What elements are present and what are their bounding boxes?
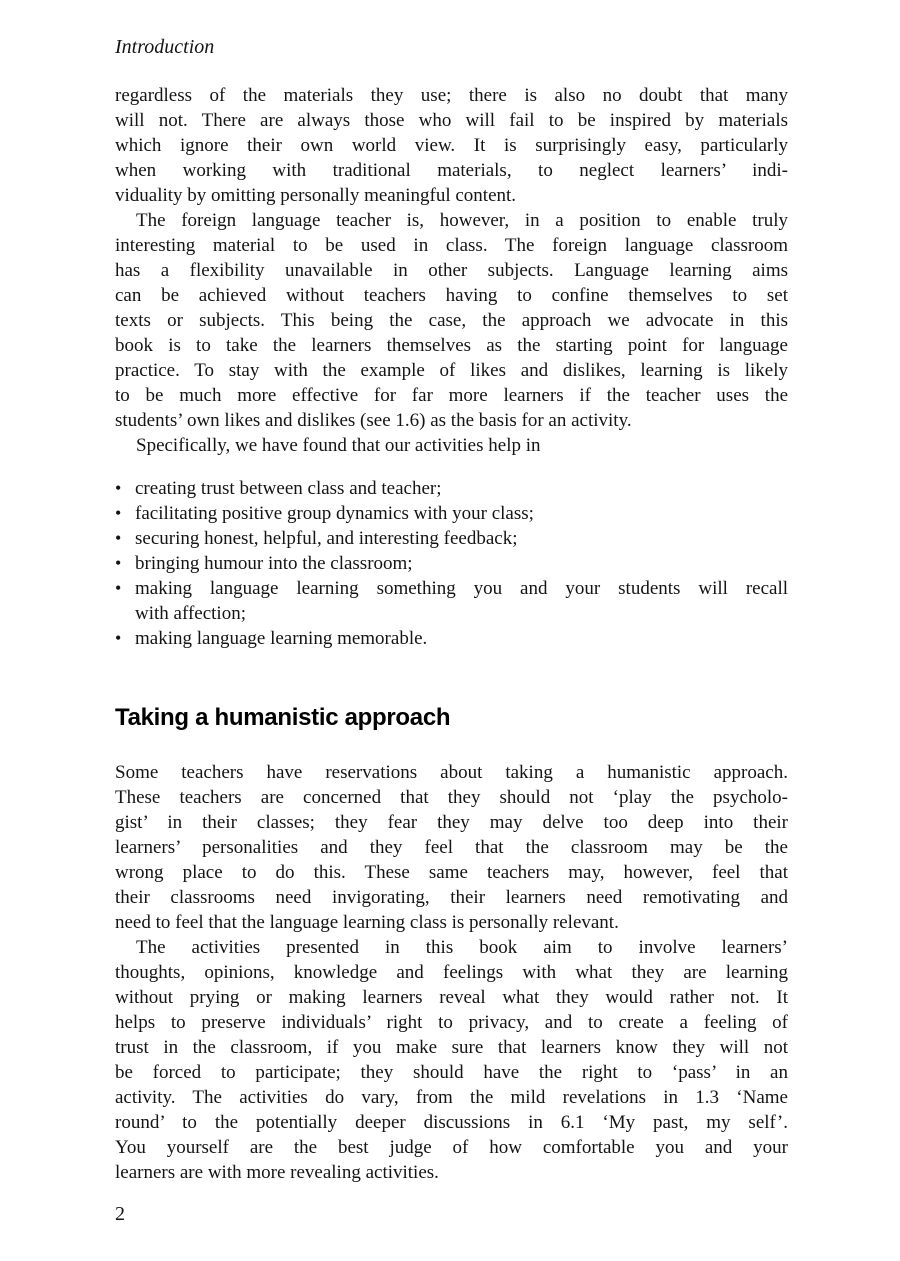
body-text-line: round’ to the potentially deeper discussions in 6.1 ‘My past, my self’. <box>115 1112 788 1133</box>
body-text-line: facilitating positive group dynamics with your class; <box>135 503 534 524</box>
body-text-line: gist’ in their classes; they fear they may delve too deep into their <box>115 812 788 833</box>
body-text-line: students’ own likes and dislikes (see 1.6) as the basis for an activity. <box>115 410 632 431</box>
body-text-line: activity. The activities do vary, from the mild revelations in 1.3 ‘Name <box>115 1087 788 1108</box>
bullet-item-text <box>135 576 788 626</box>
body-text-line: creating trust between class and teacher; <box>135 478 442 499</box>
body-text-line: when working with traditional materials, to neglect learners’ indi- <box>115 160 788 181</box>
body-text-line: The activities presented in this book aim to involve learners’ <box>136 937 788 958</box>
bullet-item-text <box>135 551 788 576</box>
body-text-line: need to feel that the language learning class is personally relevant. <box>115 912 619 933</box>
bullet-item-text <box>135 626 788 651</box>
running-header: Introduction <box>115 36 215 58</box>
body-text-line: bringing humour into the classroom; <box>135 553 413 574</box>
list-item <box>115 626 788 651</box>
body-text-line: trust in the classroom, if you make sure that learners know they will not <box>115 1037 788 1058</box>
list-item <box>115 476 788 501</box>
page-number: 2 <box>115 1203 125 1225</box>
body-text-line: regardless of the materials they use; there is also no doubt that many <box>115 85 788 106</box>
body-text-line: helps to preserve individuals’ right to privacy, and to create a feeling of <box>115 1012 788 1033</box>
bullet-item-text <box>135 501 788 526</box>
body-text-line: Some teachers have reservations about taking a humanistic approach. <box>115 762 788 783</box>
body-text-line: practice. To stay with the example of likes and dislikes, learning is likely <box>115 360 788 381</box>
bullet-icon: • <box>115 628 122 648</box>
paragraph <box>115 760 788 935</box>
bullet-icon: • <box>115 528 122 548</box>
paragraph <box>115 208 788 433</box>
bullet-item-text <box>135 476 788 501</box>
list-item <box>115 526 788 551</box>
body-text-line: their classrooms need invigorating, their learners need remotivating and <box>115 887 788 908</box>
paragraph <box>115 433 788 458</box>
body-text-line: be forced to participate; they should have the right to ‘pass’ in an <box>115 1062 788 1083</box>
body-text-line: viduality by omitting personally meaningful content. <box>115 185 517 206</box>
body-text-line: texts or subjects. This being the case, the approach we advocate in this <box>115 310 788 331</box>
body-text-line: will not. There are always those who will fail to be inspired by materials <box>115 110 788 131</box>
section-heading: Taking a humanistic approach <box>115 704 451 731</box>
body-text-line: to be much more effective for far more learners if the teacher uses the <box>115 385 788 406</box>
bullet-list <box>115 476 788 651</box>
body-text-line: has a flexibility unavailable in other subjects. Language learning aims <box>115 260 788 281</box>
body-text-line: The foreign language teacher is, however, in a position to enable truly <box>136 210 788 231</box>
body-text-line: book is to take the learners themselves as the starting point for language <box>115 335 788 356</box>
bullet-icon: • <box>115 578 122 598</box>
body-text-line: Specifically, we have found that our activities help in <box>136 435 541 456</box>
body-text-line: thoughts, opinions, knowledge and feelings with what they are learning <box>115 962 788 983</box>
paragraph <box>115 83 788 208</box>
body-text-line: without prying or making learners reveal what they would rather not. It <box>115 987 788 1008</box>
bullet-item-text <box>135 526 788 551</box>
page-body <box>115 83 788 1185</box>
list-item <box>115 576 788 626</box>
body-text-line: wrong place to do this. These same teachers may, however, feel that <box>115 862 788 883</box>
body-text-line: which ignore their own world view. It is surprisingly easy, particularly <box>115 135 788 156</box>
bullet-icon: • <box>115 478 122 498</box>
body-text-line: making language learning memorable. <box>135 628 428 649</box>
paragraph <box>115 935 788 1185</box>
body-text-line: making language learning something you and your students will recall <box>135 578 788 599</box>
body-text-line: interesting material to be used in class. The foreign language classroom <box>115 235 788 256</box>
body-text-line: learners’ personalities and they feel that the classroom may be the <box>115 837 788 858</box>
body-text-line: These teachers are concerned that they should not ‘play the psycholo- <box>115 787 788 808</box>
body-text-line: securing honest, helpful, and interesting feedback; <box>135 528 518 549</box>
list-item <box>115 551 788 576</box>
bullet-icon: • <box>115 553 122 573</box>
list-item <box>115 501 788 526</box>
body-text-line: with affection; <box>135 603 246 624</box>
body-text-line: You yourself are the best judge of how comfortable you and your <box>115 1137 788 1158</box>
bullet-icon: • <box>115 503 122 523</box>
body-text-line: can be achieved without teachers having to confine themselves to set <box>115 285 788 306</box>
body-text-line: learners are with more revealing activities. <box>115 1162 439 1183</box>
